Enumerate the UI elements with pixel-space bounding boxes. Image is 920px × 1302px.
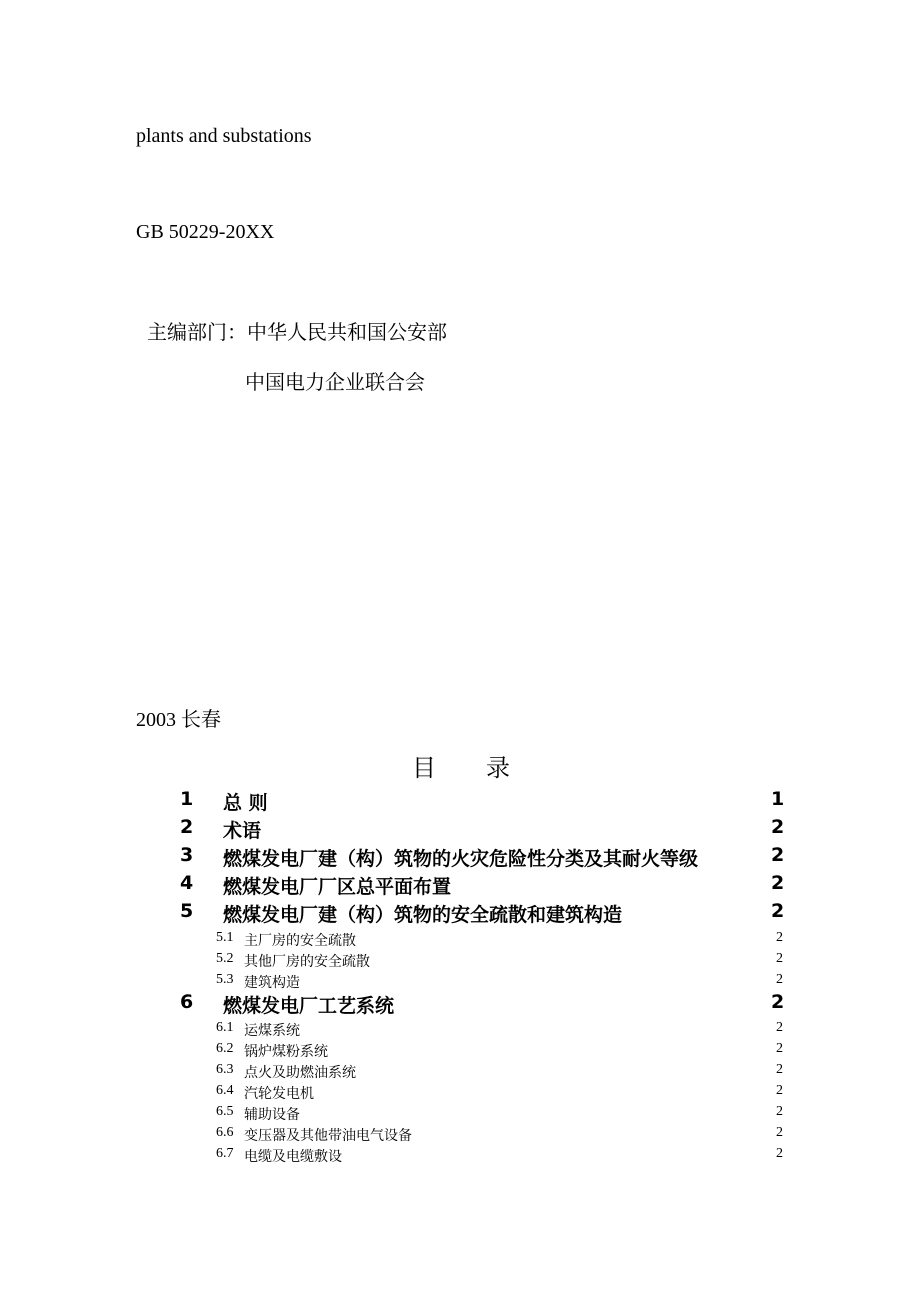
toc-entry-page: 2 (776, 951, 783, 966)
editor-department-line1: 主编部门：中华人民共和国公安部 (147, 320, 447, 344)
toc-title-right: 录 (486, 754, 510, 782)
toc-entry-page: 2 (776, 1062, 783, 1077)
toc-entry (0, 930, 920, 950)
toc-entry-label: 电缆及电缆敷设 (244, 1149, 342, 1165)
toc-entry (0, 844, 920, 868)
toc-entry-page: 2 (771, 900, 785, 922)
toc-entry (0, 1146, 920, 1166)
editor-department-line2: 中国电力企业联合会 (245, 370, 425, 394)
toc-entry (0, 1041, 920, 1061)
toc-entry (0, 1020, 920, 1040)
toc-entry (0, 1083, 920, 1103)
toc-title (412, 748, 510, 783)
toc-entry-num: 6.7 (216, 1146, 234, 1161)
toc-entry-label: 锅炉煤粉系统 (244, 1044, 328, 1060)
english-title: plants and substations (136, 125, 312, 147)
toc-entry-label: 燃煤发电厂厂区总平面布置 (223, 876, 452, 898)
toc-entry-num: 2 (180, 816, 194, 838)
toc-title-left: 目 (412, 754, 436, 782)
toc-entry-page: 2 (771, 844, 785, 866)
toc-entry (0, 788, 920, 812)
toc-entry-label: 其他厂房的安全疏散 (244, 954, 370, 970)
toc-entry-num: 6.3 (216, 1062, 234, 1077)
toc-entry-label: 总 则 (223, 792, 268, 814)
toc-entry-label: 变压器及其他带油电气设备 (244, 1128, 412, 1144)
toc-entry-num: 4 (180, 872, 194, 894)
toc-entry-num: 5 (180, 900, 194, 922)
toc-entry-page: 2 (776, 1020, 783, 1035)
toc-entry-num: 6.4 (216, 1083, 234, 1098)
toc-entry (0, 900, 920, 924)
toc-entry-num: 3 (180, 844, 194, 866)
toc-entry-num: 6.5 (216, 1104, 234, 1119)
toc-entry (0, 1125, 920, 1145)
toc-entry-page: 2 (771, 872, 785, 894)
toc-entry-num: 6.6 (216, 1125, 234, 1140)
toc-entry-label: 主厂房的安全疏散 (244, 933, 356, 949)
toc-entry-page: 2 (776, 1146, 783, 1161)
toc-entry-page: 2 (776, 1041, 783, 1056)
toc-entry-label: 建筑构造 (244, 975, 300, 991)
toc-entry-label: 燃煤发电厂建（构）筑物的火灾危险性分类及其耐火等级 (223, 848, 699, 870)
toc-entry-label: 燃煤发电厂工艺系统 (223, 995, 395, 1017)
toc-entry-num: 6.2 (216, 1041, 234, 1056)
toc-entry (0, 951, 920, 971)
toc-entry-label: 运煤系统 (244, 1023, 300, 1039)
toc-entry-page: 2 (776, 1104, 783, 1119)
toc-entry-page: 2 (771, 816, 785, 838)
toc-entry-label: 点火及助燃油系统 (244, 1065, 356, 1081)
toc-entry-label: 燃煤发电厂建（构）筑物的安全疏散和建筑构造 (223, 904, 623, 926)
toc-entry (0, 972, 920, 992)
toc-entry (0, 1062, 920, 1082)
toc-entry-num: 1 (180, 788, 194, 810)
toc-entry-page: 1 (771, 788, 785, 810)
toc-entry-num: 5.3 (216, 972, 234, 987)
date-place: 2003 长春 (136, 709, 221, 731)
toc-entry (0, 991, 920, 1015)
toc-entry-num: 5.2 (216, 951, 234, 966)
toc-entry-label: 辅助设备 (244, 1107, 300, 1123)
standard-code: GB 50229-20XX (136, 221, 275, 243)
toc-entry-num: 5.1 (216, 930, 234, 945)
toc-entry-page: 2 (776, 972, 783, 987)
toc-entry-label: 汽轮发电机 (244, 1086, 314, 1102)
toc-entry-num: 6 (180, 991, 194, 1013)
toc-entry-page: 2 (771, 991, 785, 1013)
toc-entry-page: 2 (776, 930, 783, 945)
toc-entry-label: 术语 (223, 820, 262, 842)
toc-entry (0, 816, 920, 840)
toc-entry (0, 1104, 920, 1124)
toc-entry (0, 872, 920, 896)
toc-entry-page: 2 (776, 1083, 783, 1098)
toc-entry-page: 2 (776, 1125, 783, 1140)
toc-entry-num: 6.1 (216, 1020, 234, 1035)
